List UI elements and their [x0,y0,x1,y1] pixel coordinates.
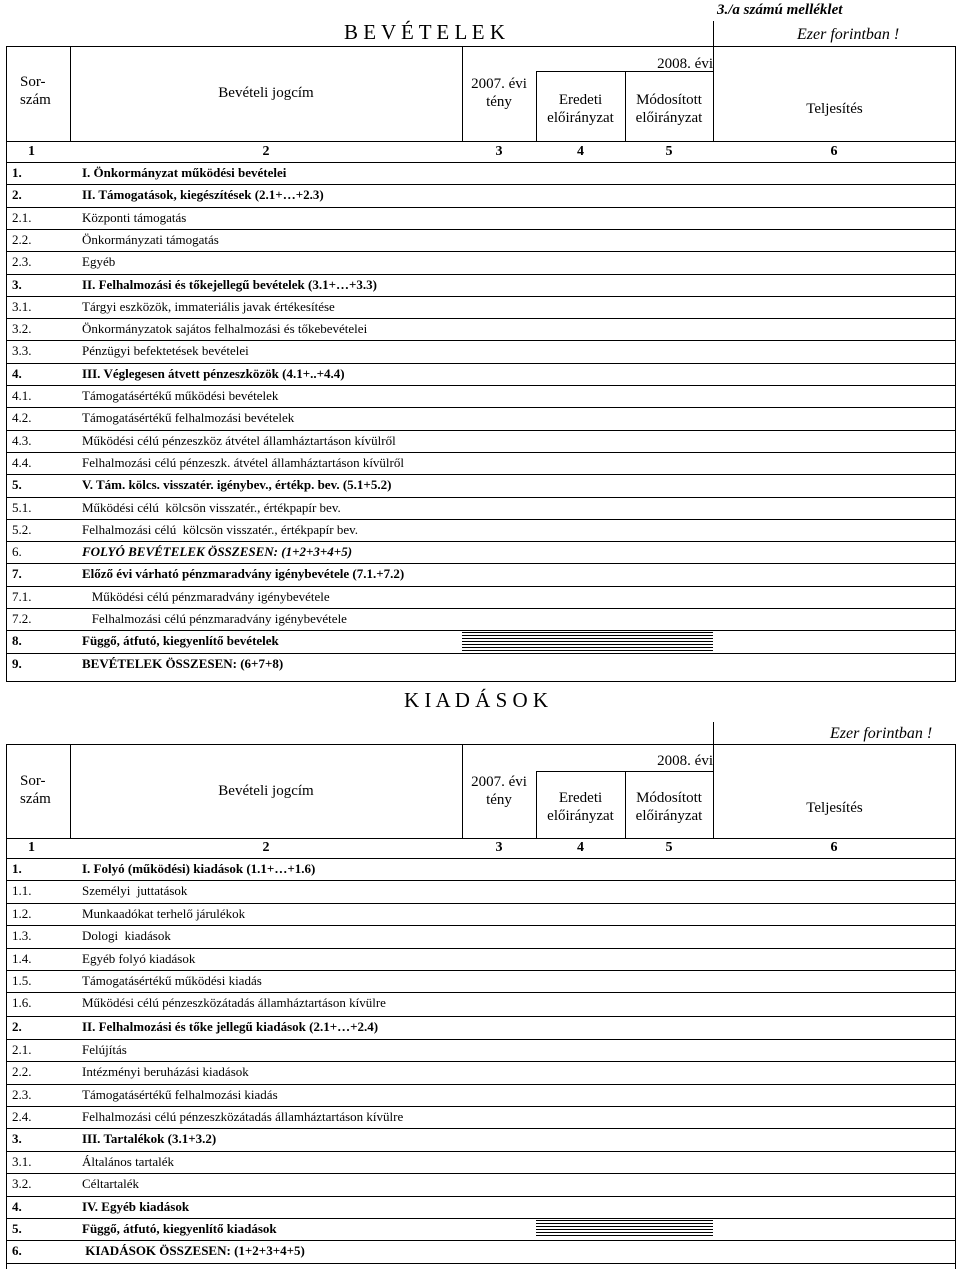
hatched-cell [625,1220,713,1238]
col-2007: 2007. évi tény [471,76,527,110]
colnum-4: 4 [577,144,584,159]
colnum-2: 2 [262,144,270,159]
row-label: Működési célú kölcsön visszatér., értékpapír bev. [82,499,341,515]
row-number: 4.2. [12,410,32,426]
col-jogcim: Bevételi jogcím [218,85,314,101]
row-label: Céltartalék [82,1176,140,1192]
row-number: 4.4. [12,454,32,470]
row-label: Támogatásértékű működési kiadás [82,973,262,988]
row-divider [6,1240,956,1241]
row-number: 3.1. [12,1153,32,1169]
row-divider [6,1084,956,1085]
row-number: 7.2. [12,611,32,626]
colnum-3: 3 [495,840,503,855]
row-number: 3.1. [12,298,32,314]
row-number: 1.6. [12,995,32,1011]
colnum-5: 5 [665,144,673,159]
row-divider [6,992,956,993]
row-number: 2.3. [12,254,32,270]
row-divider [6,1173,956,1174]
col-jogcim-k: Bevételi jogcím [218,783,314,799]
col-sorszam: Sor- szám [20,74,51,108]
row-number: 3. [12,276,22,292]
row-label: Felhalmozási célú kölcsön visszatér., értékpapír bev. [82,521,359,537]
row-divider [6,1106,956,1107]
col-teljesites-k: Teljesítés [806,800,863,816]
page-title-bevetelek: B E V É T E L E K [344,20,506,44]
row-divider [6,1128,956,1129]
row-number: 3.3. [12,343,32,359]
row-number: 2. [12,1019,22,1035]
row-number: 4.3. [12,432,32,448]
colnum-6: 6 [830,144,838,159]
row-label: Előző évi várható pénzmaradvány igénybevétele (7.1.+7.2) [82,566,405,582]
colnum-5: 5 [665,840,673,855]
row-label: Önkormányzatok sajátos felhalmozási és tőkebevételei [82,321,368,337]
row-label: Működési célú pénzmaradvány igénybevétele [82,588,330,604]
row-label: Egyéb folyó kiadások [82,950,196,966]
col-teljesites: Teljesítés [806,101,863,117]
row-divider [6,1263,956,1264]
row-label: Működési célú pénzeszköz átvétel államháztartáson kívülről [82,432,396,448]
row-label: Általános tartalék [82,1153,175,1169]
row-divider [6,1151,956,1152]
col-modositott-k: Módosított előirányzat [635,790,703,824]
row-number: 1.1. [12,883,32,899]
colnum-1: 1 [28,144,35,159]
row-label: Intézményi beruházási kiadások [82,1064,249,1080]
row-label: I. Önkormányzat működési bevételei [82,165,287,180]
unit-label-kiadasok: Ezer forintban ! [830,725,933,742]
colnum-4: 4 [577,840,584,855]
row-label: Munkaadókat terhelő járulékok [82,905,246,921]
row-number: 1. [12,861,22,876]
row-number: 1. [12,165,22,180]
row-number: 2.3. [12,1086,32,1102]
row-label: FOLYÓ BEVÉTELEK ÖSSZESEN: (1+2+3+4+5) [82,544,353,560]
row-number: 1.5. [12,973,32,988]
row-label: BEVÉTELEK ÖSSZESEN: (6+7+8) [82,655,284,671]
row-label: V. Tám. kölcs. visszatér. igénybev., értékp. bev. (5.1+5.2) [82,477,392,493]
col-modositott: Módosított előirányzat [635,92,703,126]
row-label: II. Felhalmozási és tőkejellegű bevételek (3.1+…+3.3) [82,276,377,292]
col-2008-year: 2008. évi [657,56,713,72]
row-number: 4. [12,365,22,381]
row-label: Önkormányzati támogatás [82,231,219,247]
row-label: Támogatásértékű működési bevételek [82,388,279,403]
colnum-3: 3 [495,144,503,159]
row-number: 7. [12,566,22,582]
row-label: Felújítás [82,1041,127,1057]
row-number: 2.1. [12,1041,32,1057]
row-label: Személyi juttatások [82,883,188,899]
row-divider [6,1196,956,1197]
row-number: 5. [12,477,22,493]
row-number: 3.2. [12,321,32,337]
row-number: 4. [12,1198,22,1214]
row-label: Támogatásértékű felhalmozási bevételek [82,410,295,426]
row-divider [6,948,956,949]
row-label: Függő, átfutó, kiegyenlítő bevételek [82,633,279,649]
unit-label: Ezer forintban ! [797,26,900,43]
row-number: 8. [12,633,22,649]
row-number: 4.1. [12,388,32,403]
row-number: 5.2. [12,521,32,537]
row-number: 1.4. [12,950,32,966]
row-label: Tárgyi eszközök, immateriális javak értékesítése [82,298,335,314]
row-label: Felhalmozási célú pénzeszk. átvétel államháztartáson kívülről [82,454,404,470]
row-divider [6,903,956,904]
row-divider [6,970,956,971]
row-label: Működési célú pénzeszközátadás államháztartáson kívülre [82,995,386,1011]
row-number: 9. [12,655,22,671]
row-divider [6,925,956,926]
row-number: 2.2. [12,231,32,247]
row-label: Felhalmozási célú pénzmaradvány igénybevétele [82,611,347,626]
row-divider [6,1218,956,1219]
col-sorszam-k: Sor- szám [20,773,51,807]
row-label: IV. Egyéb kiadások [82,1198,190,1214]
row-label: KIADÁSOK ÖSSZESEN: (1+2+3+4+5) [82,1243,305,1259]
row-number: 2.2. [12,1064,32,1080]
row-divider [6,1039,956,1040]
row-label: II. Támogatások, kiegészítések (2.1+…+2.3) [82,187,324,203]
colnum-1: 1 [28,840,35,855]
hatched-cell [536,1220,625,1238]
col-2008-year-k: 2008. évi [657,753,713,769]
row-number: 2.4. [12,1109,32,1124]
row-divider [6,1061,956,1062]
row-number: 3.2. [12,1176,32,1192]
row-label: II. Felhalmozási és tőke jellegű kiadások (2.1+…+2.4) [82,1019,379,1035]
annex-label: 3./a számú melléklet [717,2,843,18]
row-label: Dologi kiadások [82,928,171,944]
row-label: Pénzügyi befektetések bevételei [82,343,249,359]
row-number: 6. [12,544,22,560]
row-divider [6,880,956,881]
row-number: 7.1. [12,588,32,604]
row-label: Támogatásértékű felhalmozási kiadás [82,1086,278,1102]
row-label: III. Tartalékok (3.1+3.2) [82,1131,217,1147]
colnum-6: 6 [830,840,838,855]
row-label: Központi támogatás [82,209,187,225]
row-number: 2. [12,187,22,203]
row-number: 3. [12,1131,22,1147]
colnum-2: 2 [262,840,270,855]
col-eredeti: Eredeti előirányzat [547,92,614,126]
row-label: Egyéb [82,254,116,270]
row-label: I. Folyó (működési) kiadások (1.1+…+1.6) [82,861,316,876]
row-label: Függő, átfutó, kiegyenlítő kiadások [82,1221,277,1236]
col-eredeti-k: Eredeti előirányzat [547,790,614,824]
col-2007-k: 2007. évi tény [471,774,527,808]
row-number: 5.1. [12,499,32,515]
row-divider [6,1016,956,1017]
row-number: 6. [12,1243,22,1259]
row-number: 2.1. [12,209,32,225]
row-label: Felhalmozási célú pénzeszközátadás államháztartáson kívülre [82,1109,404,1124]
row-label: III. Véglegesen átvett pénzeszközök (4.1+..+4.4) [82,365,345,381]
row-number: 1.2. [12,905,32,921]
row-number: 1.3. [12,928,32,944]
page-title-kiadasok: K I A D Á S O K [404,688,549,712]
row-number: 5. [12,1221,22,1236]
